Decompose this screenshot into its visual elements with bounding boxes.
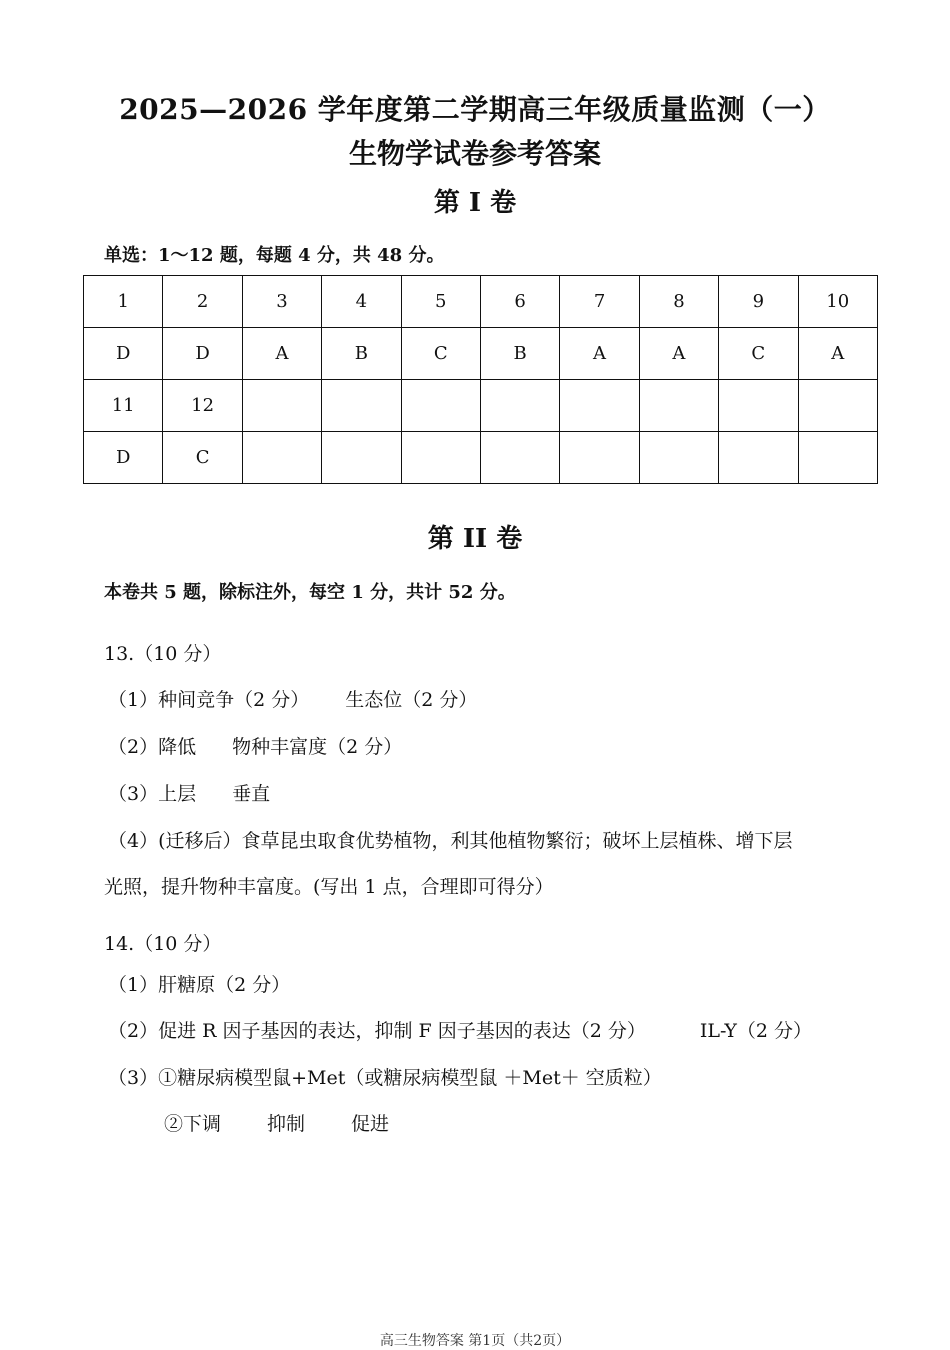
answer-cell (719, 432, 798, 484)
q14-answer-1: （1）肝糖原（2 分） (108, 974, 291, 996)
answer-cell: B (480, 328, 559, 380)
question-number-cell (639, 380, 718, 432)
question-number-cell (798, 380, 877, 432)
answer-cell: B (322, 328, 401, 380)
answer-cell (798, 432, 877, 484)
question-number-cell (401, 380, 480, 432)
q13-answer-3-part1: （3）上层 (108, 783, 197, 805)
answer-cell: A (639, 328, 718, 380)
q13-answer-2 (108, 732, 402, 759)
question-number-cell (322, 380, 401, 432)
question-number-cell: 7 (560, 276, 639, 328)
answer-cell: A (560, 328, 639, 380)
q13-answer-3 (108, 779, 270, 806)
q13-answer-3-part2: 垂直 (232, 783, 271, 805)
q14-title: 14.（10 分） (104, 933, 222, 955)
answer-cell: A (798, 328, 877, 380)
question-number-row (84, 276, 878, 328)
question-number-cell: 9 (719, 276, 798, 328)
question-number-cell: 5 (401, 276, 480, 328)
question-number-cell: 3 (242, 276, 321, 328)
q13-answer-1 (108, 685, 477, 712)
question-number-cell (242, 380, 321, 432)
q13-answer-1-part2: 生态位（2 分） (345, 689, 478, 711)
q14-answer-3-item-a: ②下调 (164, 1113, 222, 1135)
answer-cell: D (84, 432, 163, 484)
q13-title: 13.（10 分） (104, 643, 222, 665)
answer-cell: D (163, 328, 242, 380)
answer-cell (480, 432, 559, 484)
question-number-cell: 2 (163, 276, 242, 328)
answer-cell: A (242, 328, 321, 380)
part2-instruction: 本卷共 5 题，除标注外，每空 1 分，共计 52 分。 (104, 582, 516, 603)
q14-answer-3-item-c: 促进 (351, 1113, 390, 1135)
question-number-cell: 8 (639, 276, 718, 328)
q13-answer-2-part2: 物种丰富度（2 分） (232, 736, 403, 758)
q14-answer-3-item-b: 抑制 (267, 1113, 306, 1135)
question-number-row (84, 380, 878, 432)
question-number-cell (480, 380, 559, 432)
q14-answer-3-line1: （3）①糖尿病模型鼠+Met（或糖尿病模型鼠 ＋Met＋ 空质粒） (108, 1067, 662, 1089)
question-number-cell (719, 380, 798, 432)
answer-row (84, 432, 878, 484)
question-number-cell: 1 (84, 276, 163, 328)
section-heading-part2: 第 II 卷 (427, 524, 523, 554)
answer-row (84, 328, 878, 380)
q14-answer-2-part2: IL-Y（2 分） (699, 1020, 813, 1042)
answer-cell (322, 432, 401, 484)
q13-answer-4-line1: （4）(迁移后）食草昆虫取食优势植物，利其他植物繁衍；破坏上层植株、增下层 (108, 830, 793, 852)
answer-table (83, 275, 878, 484)
document-subtitle: 生物学试卷参考答案 (348, 137, 601, 170)
answer-cell (401, 432, 480, 484)
question-number-cell: 12 (163, 380, 242, 432)
answer-cell (639, 432, 718, 484)
section-heading-part1: 第 I 卷 (433, 188, 517, 218)
question-number-cell (560, 380, 639, 432)
answer-cell: C (163, 432, 242, 484)
answer-cell: D (84, 328, 163, 380)
answer-cell (242, 432, 321, 484)
q13-answer-1-part1: （1）种间竞争（2 分） (108, 689, 310, 711)
answer-cell: C (719, 328, 798, 380)
question-number-cell: 6 (480, 276, 559, 328)
answer-cell (560, 432, 639, 484)
q13-answer-4-line2: 光照，提升物种丰富度。(写出 1 点，合理即可得分） (104, 876, 554, 898)
q14-answer-3-line2 (164, 1109, 389, 1136)
question-number-cell: 10 (798, 276, 877, 328)
q13-answer-2-part1: （2）降低 (108, 736, 197, 758)
page-footer: 高三生物答案 第1页（共2页） (379, 1333, 571, 1349)
question-number-cell: 4 (322, 276, 401, 328)
answer-cell: C (401, 328, 480, 380)
document-title: 2025—2026 学年度第二学期高三年级质量监测（一） (119, 93, 831, 126)
question-number-cell: 11 (84, 380, 163, 432)
part1-instruction: 单选：1～12 题，每题 4 分，共 48 分。 (104, 245, 445, 266)
q14-answer-2 (108, 1016, 812, 1043)
q14-answer-2-part1: （2）促进 R 因子基因的表达，抑制 F 因子基因的表达（2 分） (108, 1020, 646, 1042)
